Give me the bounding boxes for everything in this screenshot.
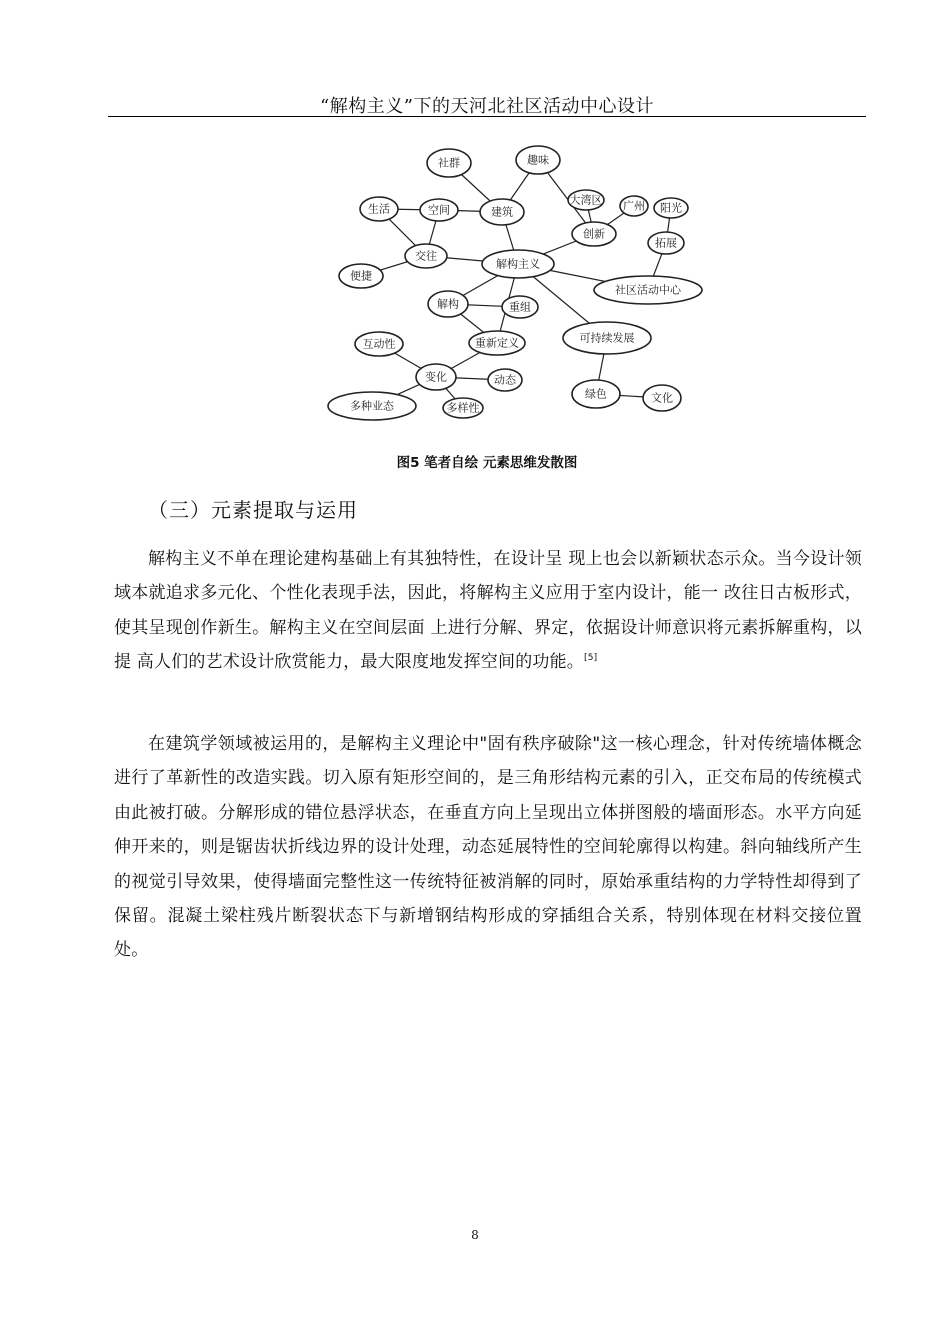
paragraph-1: [114, 542, 862, 680]
mind-map-node-label: 解构: [437, 297, 459, 311]
mind-map-node-chuangxin: [572, 222, 616, 246]
mind-map-node-hudongxing: [355, 332, 403, 356]
mind-map-node-label: 便捷: [350, 269, 372, 283]
mind-map-node-chongxindingyi: [469, 331, 525, 355]
mind-map-node-dahewan: [568, 190, 604, 210]
mind-map-node-dongtai: [488, 369, 522, 391]
mind-map-node-bianjie: [339, 264, 383, 288]
mind-map-node-label: 大湾区: [569, 193, 603, 207]
mind-map-node-guangzhou: [620, 196, 648, 216]
mind-map-node-chongzu: [502, 296, 538, 318]
mind-map-node-tuoshan: [648, 232, 684, 254]
mind-map-node-shequn: [427, 149, 471, 177]
mind-map-node-label: 趣味: [527, 153, 549, 167]
mind-map-node-kongjian: [420, 199, 458, 221]
mind-map-node-center: [482, 250, 554, 278]
mind-map-node-label: 创新: [583, 227, 605, 241]
mind-map-node-label: 解构主义: [496, 257, 540, 271]
mind-map-node-label: 空间: [428, 203, 450, 217]
mind-map-node-label: 重新定义: [475, 336, 519, 350]
paragraph-1-text: 解构主义不单在理论建构基础上有其独特性，在设计呈 现上也会以新颖状态示众。当今设计领域本就追求多元化、个性化表现手法，因此，将解构主义应用于室内设计，能一 改往日古板形式，使其呈现创作新生。解构主义在空间层面 上进行分解、界定，依据设计师意识将元素拆解重构，以提 高人们的艺术设计欣赏能力，最大限度地发挥空间的功能。: [114, 549, 862, 673]
paragraph-2: 在建筑学领域被运用的，是解构主义理论中"固有秩序破除"这一核心理念，针对传统墙体概念进行了革新性的改造实践。切入原有矩形空间的，是三角形结构元素的引入，正交布局的传统模式由此被打破。分解形成的错位悬浮状态，在垂直方向上呈现出立体拼图般的墙面形态。水平方向延伸开来的，则是锯齿状折线边界的设计处理，动态延展特性的空间轮廓得以构建。斜向轴线所产生的视觉引导效果，使得墙面完整性这一传统特征被消解的同时，原始承重结构的力学特性却得到了保留。混凝土梁柱残片断裂状态下与新增钢结构形成的穿插组合关系，特别体现在材料交接位置处。: [114, 734, 862, 961]
figure-caption: 图5 笔者自绘 元素思维发散图: [396, 455, 578, 471]
mind-map-node-lvse: [572, 380, 620, 408]
mind-map-node-label: 重组: [509, 300, 531, 314]
section-heading: （三）元素提取与运用: [148, 498, 358, 522]
mind-map-node-label: 文化: [651, 391, 673, 405]
mind-map-node-kechixu: [563, 322, 651, 354]
mind-map-node-yangguang: [654, 198, 688, 218]
mind-map-node-label: 动态: [494, 373, 516, 387]
mind-map-node-label: 交往: [415, 249, 437, 263]
mind-map-node-shenghuo: [360, 197, 398, 221]
mind-map-node-label: 绿色: [585, 387, 607, 401]
mind-map-node-jiaoliu: [405, 244, 447, 268]
mind-map-node-label: 社群: [438, 156, 460, 170]
mind-map-node-label: 可持续发展: [579, 331, 635, 345]
mind-map-node-label: 多种业态: [350, 399, 394, 413]
mind-map-node-label: 广州: [623, 199, 645, 213]
mind-map-node-jianzhu: [480, 199, 524, 225]
mind-map-node-label: 生活: [368, 202, 390, 216]
mind-map-node-label: 阳光: [660, 201, 682, 215]
mind-map-node-label: 社区活动中心: [615, 283, 681, 297]
mind-map-figure: [322, 136, 712, 426]
mind-map-node-duoyangye: [328, 392, 416, 420]
mind-map-node-label: 多样性: [446, 401, 480, 415]
mind-map-node-bianhua: [416, 364, 456, 390]
mind-map-node-label: 变化: [425, 370, 447, 384]
mind-map-node-wenhua: [643, 385, 681, 411]
mind-map-node-shequhuodong: [594, 276, 702, 304]
mind-map-node-label: 建筑: [491, 205, 513, 219]
mind-map-node-jiegou: [428, 291, 468, 317]
running-header: “解构主义”下的天河北社区活动中心设计: [320, 96, 654, 117]
mind-map-node-label: 拓展: [655, 236, 677, 250]
mind-map-node-quwei: [516, 146, 560, 174]
mind-map-node-label: 互动性: [362, 337, 396, 351]
mind-map-node-duoyangxing: [443, 398, 483, 418]
mind-map-nodes: [328, 146, 702, 420]
header-rule: [108, 116, 866, 117]
page-number: 8: [471, 1228, 479, 1242]
citation-ref: [5]: [584, 653, 598, 664]
